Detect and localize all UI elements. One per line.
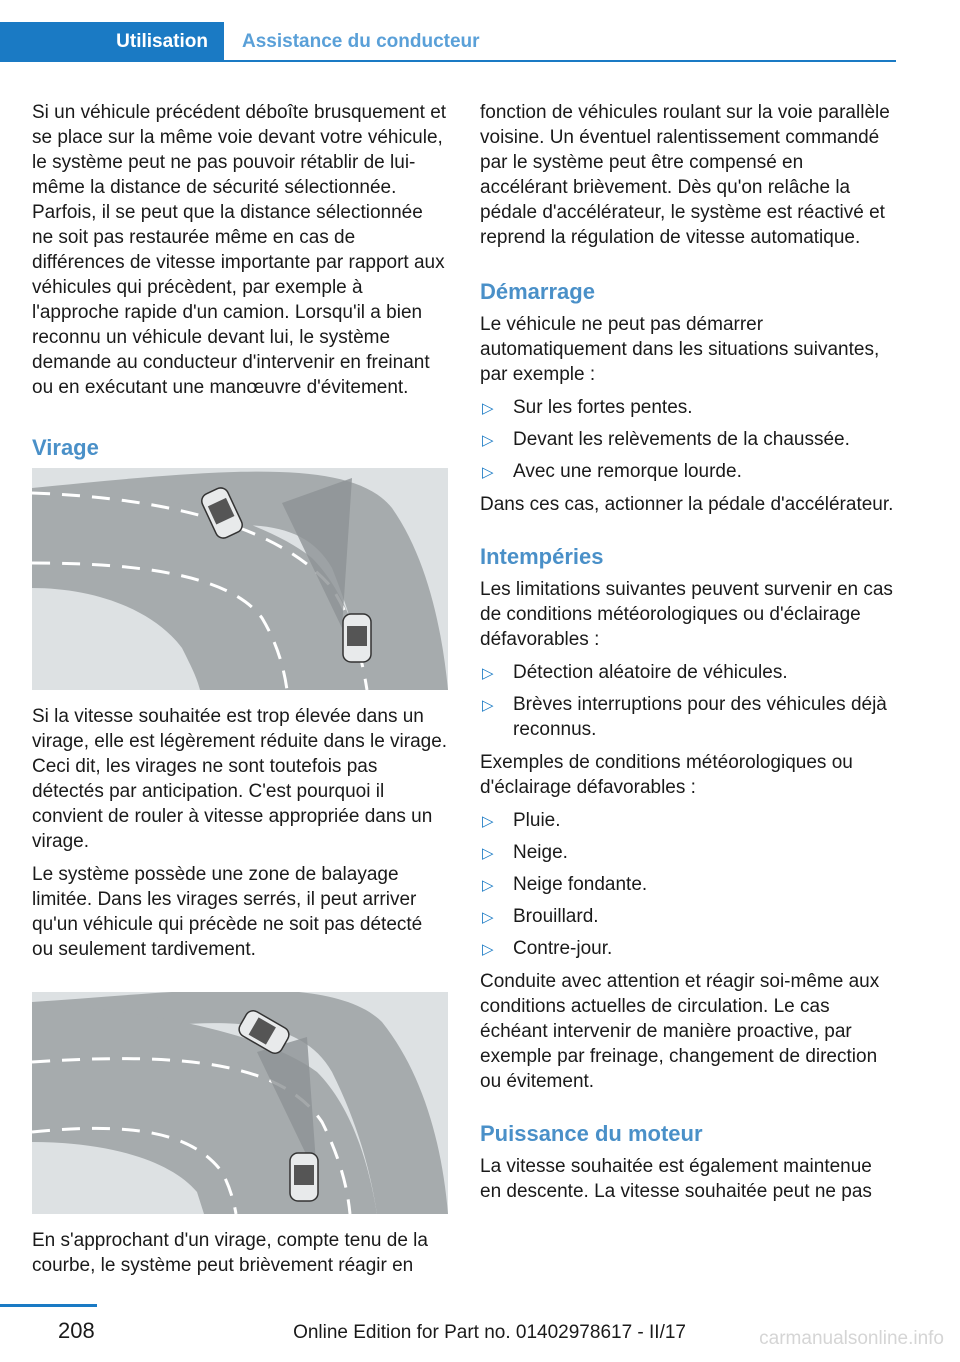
list-demarrage — [480, 395, 896, 484]
triangle-right-icon: ▷ — [482, 464, 494, 481]
triangle-right-icon: ▷ — [482, 665, 494, 682]
paragraph: fonction de véhicules roulant sur la voie parallèle voisine. Un éventuel ralentissement commandé par le système peut être compensé en accélérant brièvement. Dès qu'on relâche la pédale d'accélérateur, le système est réactivé et reprend la régulation de vitesse automatique. — [480, 102, 890, 248]
paragraph: Exemples de conditions météorologiques ou d'éclairage défavorables : — [480, 752, 853, 798]
heading-puissance: Puissance du moteur — [480, 1121, 703, 1146]
heading-intemperies: Intempéries — [480, 544, 604, 569]
list-item: ▷ Devant les relèvements de la chaussée. — [480, 427, 896, 452]
triangle-right-icon: ▷ — [482, 432, 494, 449]
header-section: Utilisation — [0, 22, 224, 62]
paragraph: Si la vitesse souhaitée est trop élevée dans un virage, elle est légèrement réduite dans le virage. Ceci dit, les virages ne sont toutefois pas détectés par anticipation. C'est pourquoi il convient de rouler à vitesse appropriée dans un virage. — [32, 706, 448, 852]
triangle-right-icon: ▷ — [482, 909, 494, 926]
list-item: ▷ Neige. — [480, 840, 896, 865]
list-item: ▷ Brèves interruptions pour des véhicules déjà reconnus. — [482, 694, 887, 740]
car-bottom — [343, 614, 371, 662]
paragraph: Le système possède une zone de balayage limitée. Dans les virages serrés, il peut arriver qu'un véhicule qui précède ne soit pas détecté ou seulement tardivement. — [32, 864, 423, 960]
triangle-right-icon: ▷ — [482, 813, 494, 830]
paragraph: Les limitations suivantes peuvent survenir en cas de conditions météorologiques ou d'éclairage défavorables : — [480, 579, 893, 650]
page-number-rule — [0, 1304, 97, 1307]
edition-info: Online Edition for Part no. 01402978617 - II/17 — [293, 1322, 686, 1343]
paragraph: Dans ces cas, actionner la pédale d'accélérateur. — [480, 494, 894, 515]
paragraph: En s'approchant d'un virage, compte tenu de la courbe, le système peut brièvement réagir en — [32, 1230, 428, 1276]
triangle-right-icon: ▷ — [482, 845, 494, 862]
list-item: ▷ Contre-jour. — [480, 936, 896, 961]
triangle-right-icon: ▷ — [482, 877, 494, 894]
right-column — [480, 100, 896, 1212]
triangle-right-icon: ▷ — [482, 941, 494, 958]
list-item: ▷ Avec une remorque lourde. — [480, 459, 896, 484]
list-item: ▷ Brouillard. — [480, 904, 896, 929]
header-subsection: Assistance du conducteur — [242, 31, 480, 52]
list-intemperies — [480, 660, 896, 742]
header-rule — [224, 60, 896, 62]
paragraph: Si un véhicule précédent déboîte brusquement et se place sur la même voie devant votre véhicule, le système peut ne pas pouvoir rétablir de lui-même la distance de sécurité sélectionnée. Parfois, il se peut que la distance sélectionnée ne soit pas restaurée même en cas de différences de vitesse importante par rapport aux véhicules qui précèdent, par exemple à l'approche rapide d'un camion. Lorsqu'il a bien reconnu un véhicule devant lui, le système demande au conducteur d'intervenir en freinant ou en exécutant une manœuvre d'évitement. — [32, 102, 447, 398]
curve-illustration-2 — [32, 992, 448, 1214]
watermark: carmanualsonline.info — [759, 1328, 944, 1349]
heading-virage: Virage — [32, 435, 99, 460]
car-bottom — [290, 1153, 318, 1201]
list-item: ▷ Neige fondante. — [480, 872, 896, 897]
list-item: ▷ Détection aléatoire de véhicules. — [480, 660, 896, 685]
list-item: ▷ Pluie. — [480, 808, 896, 833]
left-column — [32, 100, 448, 1286]
triangle-right-icon: ▷ — [482, 697, 494, 714]
list-item: ▷ Sur les fortes pentes. — [480, 395, 896, 420]
triangle-right-icon: ▷ — [482, 400, 494, 417]
page-number: 208 — [58, 1318, 95, 1343]
paragraph: La vitesse souhaitée est également maintenue en descente. La vitesse souhaitée peut ne pas — [480, 1156, 872, 1202]
paragraph: Conduite avec attention et réagir soi-même aux conditions actuelles de circulation. Le cas échéant intervenir de manière proactive, par exemple par freinage, changement de direction ou évitement. — [480, 971, 880, 1092]
list-conditions — [480, 808, 896, 961]
heading-demarrage: Démarrage — [480, 279, 595, 304]
curve-illustration-1 — [32, 468, 448, 690]
paragraph: Le véhicule ne peut pas démarrer automatiquement dans les situations suivantes, par exemple : — [480, 314, 880, 385]
